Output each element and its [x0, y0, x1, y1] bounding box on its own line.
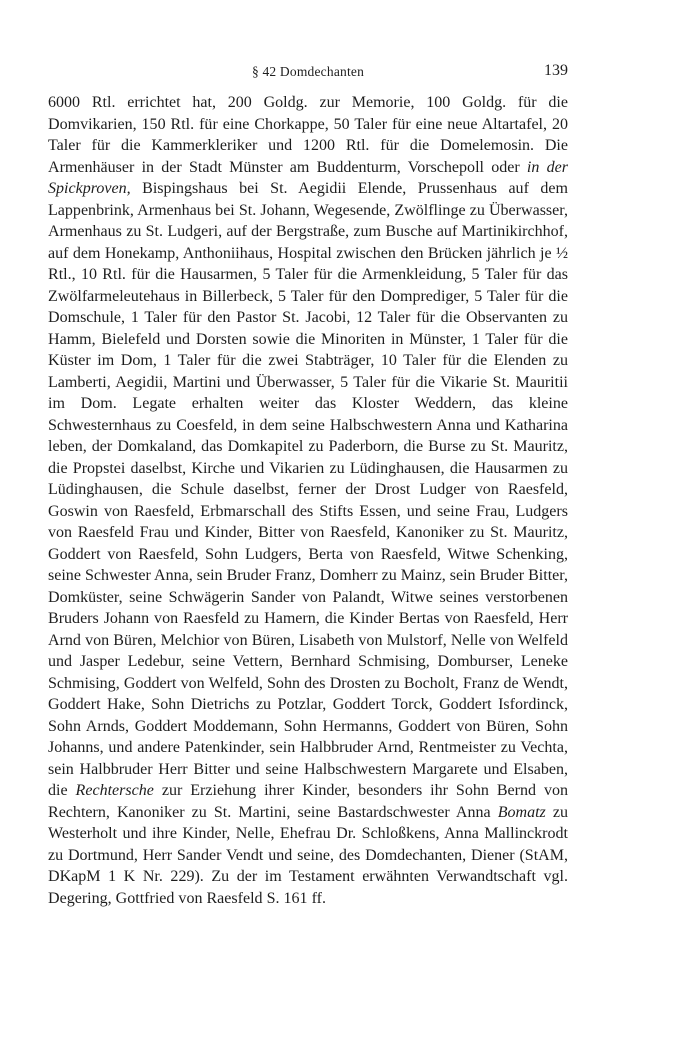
italic-person-name: Rechtersche: [75, 782, 154, 799]
text-segment: zur Erziehung ihrer Kinder, besonders ihr Sohn Bernd von Rechtern, Kanoniker zu St. Martini, seine Bastardschwester Anna: [48, 782, 569, 821]
italic-place-name: in der Spickproven,: [48, 158, 568, 197]
text-segment: 6000 Rtl. errichtet hat, 200 Goldg. zur Memorie, 100 Goldg. für die Domvikarien, 150 Rtl. für eine Chorkappe, 50 Taler für eine neue Altartafel, 20 Taler für die Kammerkleriker und 1200 Rtl. für die Domelemosin. Die Armenhäuser in der Stadt Münster am Buddenturm, Vorschepoll oder: [48, 94, 568, 176]
body-paragraph: [48, 92, 568, 909]
page-header: [48, 64, 568, 84]
italic-person-name: Bomatz: [497, 803, 546, 821]
text-segment: zu Westerholt und ihre Kinder, Nelle, Ehefrau Dr. Schloßkens, Anna Mallinckrodt zu Dortmund, Herr Sander Vendt und seine, des Domdechanten, Diener (StAM, DKapM 1 K Nr. 229). Zu der im Testament erwähnten Verwandtschaft vgl. Degering, Gottfried von Raesfeld S. 161 ff.: [48, 803, 568, 907]
running-head: § 42 Domdechanten: [251, 64, 365, 79]
text-segment: Bispingshaus bei St. Aegidii Elende, Prussenhaus auf dem Lappenbrink, Armenhaus bei St. Johann, Wegesende, Zwölflinge zu Überwasser, Armenhaus zu St. Ludgeri, auf der Bergstraße, zum Busche auf Martinikirchhof, auf dem Honekamp, Anthoniihaus, Hospital zwischen den Brücken jährlich je ½ Rtl., 10 Rtl. für die Hausarmen, 5 Taler für die Armenkleidung, 5 Taler für das Zwölfarmeleutehaus in Billerbeck, 5 Taler für den Domprediger, 5 Taler für die Domschule, 1 Taler für den Pastor St. Jacobi, 12 Taler für die Observanten zu Hamm, Bielefeld und Dorsten sowie die Minoriten in Münster, 1 Taler für die Küster im Dom, 1 Taler für die zwei Stabträger, 10 Taler für die Elenden zu Lamberti, Aegidii, Martini und Überwasser, 5 Taler für die Vikarie St. Mauritii im Dom. Legate erhalten weiter das Kloster Weddern, das kleine Schwesternhaus zu Coesfeld, in dem seine Halbschwestern Anna und Katharina leben, der Domkaland, das Domkapitel zu Paderborn, die Burse zu St. Mauritz, die Propstei daselbst, Kirche und Vikarien zu Lüdinghausen, die Hausarmen zu Lüdinghausen, die Schule daselbst, ferner der Drost Ludger von Raesfeld, Goswin von Raesfeld, Erbmarschall des Stifts Essen, und seine Frau, Ludgers von Raesfeld Frau und Kinder, Bitter von Raesfeld, Kanoniker zu St. Mauritz, Goddert von Raesfeld, Sohn Ludgers, Berta von Raesfeld, Witwe Schenking, seine Schwester Anna, sein Bruder Franz, Domherr zu Mainz, sein Bruder Bitter, Domküster, seine Schwägerin Sander von Palandt, Witwe seines verstorbenen Bruders Johann von Raesfeld zu Hamern, die Kinder Bertas von Raesfeld, Herr Arnd von Büren, Melchior von Büren, Lisabeth von Mulstorf, Nelle von Welfeld und Jasper Ledebur, seine Vettern, Bernhard Schmising, Domburser, Leneke Schmising, Goddert von Welfeld, Sohn des Drosten zu Bocholt, Franz de Wendt, Goddert Hake, Sohn Dietrichs zu Potzlar, Goddert Torck, Goddert Isfordinck, Sohn Arnds, Goddert Moddemann, Sohn Hermanns, Goddert von Büren, Sohn Johanns, und andere Patenkinder, sein Halbbruder Arnd, Rentmeister zu Vechta, sein Halbbruder Herr Bitter und seine Halbschwestern Margarete und Elsaben, die: [48, 180, 568, 799]
page-number: 139: [544, 62, 568, 79]
